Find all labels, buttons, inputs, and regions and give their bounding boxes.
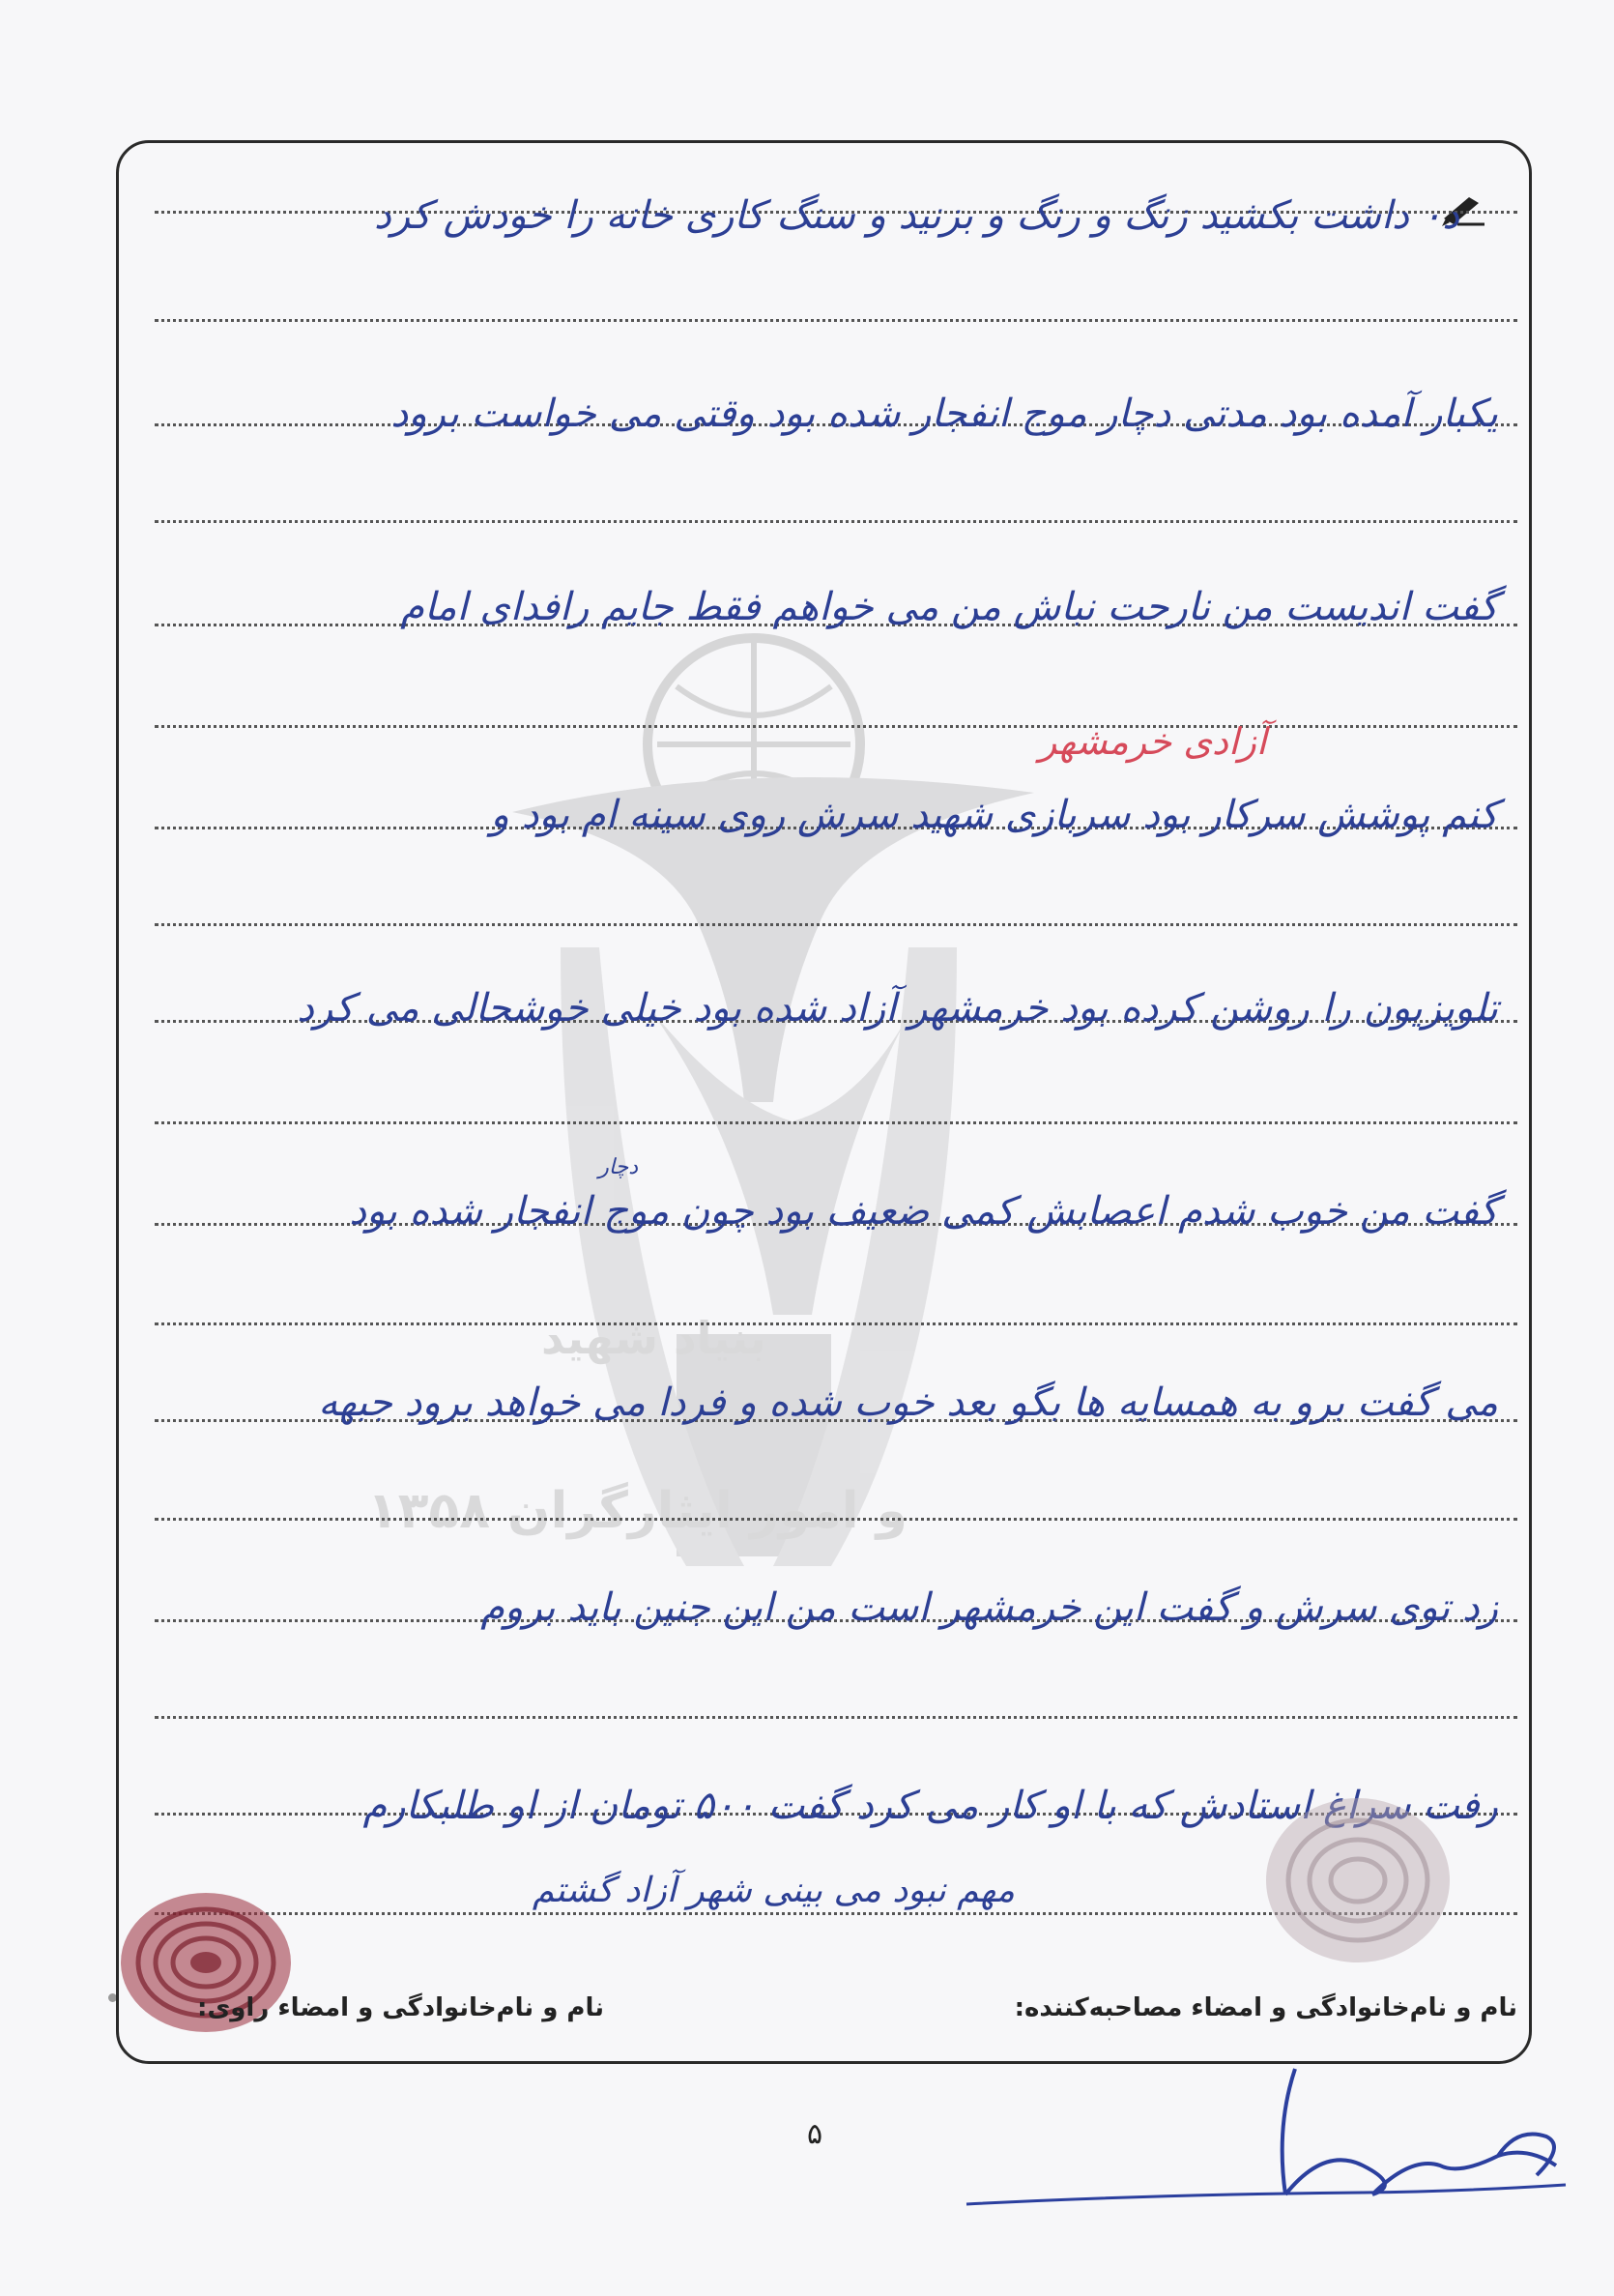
handwritten-line-3: گفت اندیست من نارحت نباش من می خواهم فقط جایم رافدای امام bbox=[400, 585, 1498, 629]
red-margin-note: آزادی خرمشهر bbox=[1039, 720, 1267, 763]
handwritten-line-2: یکبار آمده بود مدتی دچار موج انفجار شده بود وقتی می خواست برود bbox=[390, 392, 1498, 436]
interviewer-signature-label: نام و نام‌خانوادگی و امضاء مصاحبه‌کننده: bbox=[1014, 1993, 1517, 2022]
handwritten-line-4: کنم پوشش سرکار بود سربازی شهید سرش روی سینه ام بود و bbox=[490, 793, 1498, 837]
handwritten-line-7: می گفت برو به همسایه ها بگو بعد خوب شده و فردا می خواهد برود جبهه bbox=[318, 1381, 1498, 1425]
handwritten-line-1: د۰ داشت بکشید زنگ و رنگ و بزنید و سنگ کاری خانه را خودش کرد bbox=[374, 193, 1459, 238]
interlinear-note: دچار bbox=[598, 1155, 638, 1179]
ruled-line bbox=[155, 725, 1517, 728]
ruled-line bbox=[155, 520, 1517, 523]
signature bbox=[957, 2049, 1575, 2223]
watermark-year-line: ۱۳۵۸ و امور ایثارگران bbox=[367, 1482, 908, 1540]
handwritten-line-8: زد توی سرش و گفت این خرمشهر است من این جنین باید بروم bbox=[480, 1585, 1498, 1630]
ruled-line bbox=[155, 1322, 1517, 1325]
handwritten-line-9: رفت سراغ استادش که با او کار می کرد گفت ۵۰۰ تومان از او طلبکارم bbox=[362, 1784, 1498, 1828]
handwritten-line-5: تلویزیون را روشن کرده بود خرمشهر آزاد شده بود خیلی خوشحالی می کرد bbox=[297, 986, 1498, 1031]
ruled-line bbox=[155, 1716, 1517, 1719]
ruled-line bbox=[155, 319, 1517, 322]
watermark-org-name: بنیاد شهید bbox=[541, 1312, 766, 1364]
ruled-line bbox=[155, 1121, 1517, 1124]
narrator-signature-label: نام و نام‌خانوادگی و امضاء راوی: bbox=[197, 1993, 604, 2022]
handwritten-line-10: مهم نبود می بینی شهر آزاد گشتم bbox=[532, 1871, 1015, 1910]
ruled-line bbox=[155, 923, 1517, 926]
page-number: ۵ bbox=[807, 2117, 823, 2151]
fingerprint-right bbox=[1261, 1788, 1455, 1972]
ruled-line bbox=[155, 1518, 1517, 1521]
handwritten-line-6: گفت من خوب شدم اعصابش کمی ضعیف بود چون موج انفجار شده بود bbox=[349, 1189, 1498, 1234]
